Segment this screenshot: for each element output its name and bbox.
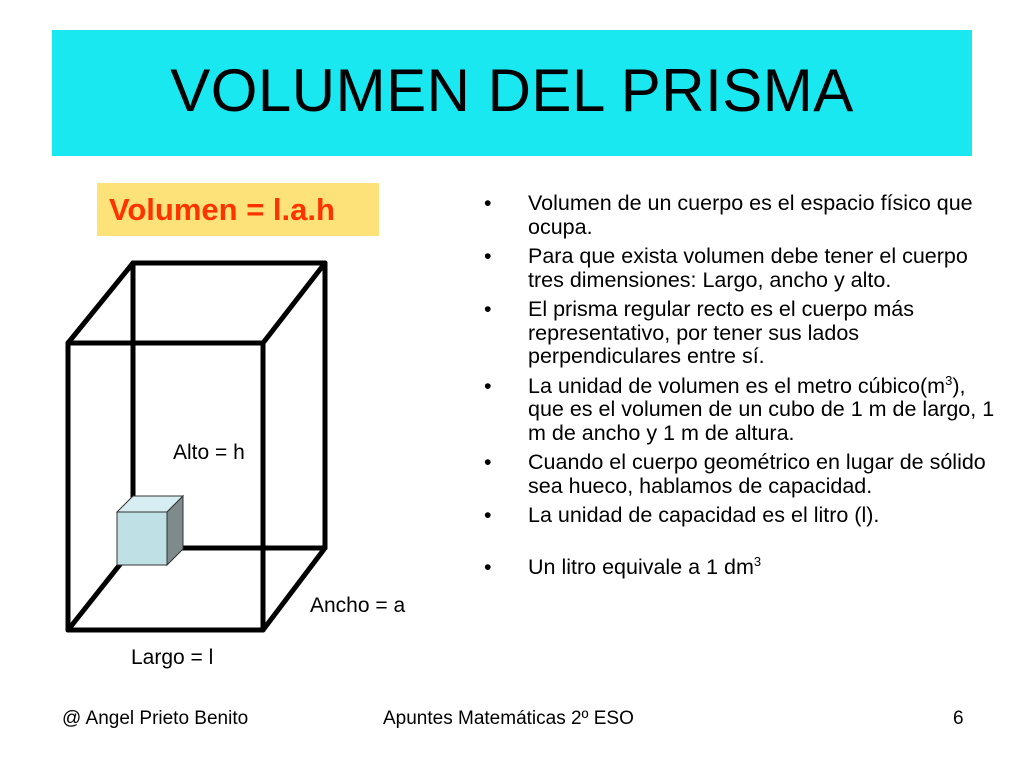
bullet-item <box>482 192 1002 239</box>
superscript: 3 <box>753 553 762 569</box>
bullet-text: Un litro equivale a 1 dm <box>528 554 754 579</box>
bullet-dot: • <box>484 450 492 474</box>
bullet-item <box>482 451 1002 498</box>
footer-course: Apuntes Matemáticas 2º ESO <box>383 708 634 729</box>
unit-cube-front <box>117 512 167 565</box>
bullet-text-end: ), que es el volumen de un cubo de 1 m de largo, 1 m de ancho y 1 m de altura. <box>528 373 995 445</box>
bullet-item <box>482 298 1002 369</box>
bullet-dot: • <box>484 244 492 268</box>
bullet-dot: • <box>484 373 492 398</box>
footer-author: @ Angel Prieto Benito <box>62 708 249 729</box>
prism-diagram <box>0 240 470 640</box>
formula-box <box>97 183 379 236</box>
bullet-dot: • <box>484 191 492 215</box>
unit-cube <box>117 496 183 565</box>
title-banner <box>52 30 972 156</box>
bullet-list <box>482 192 1002 585</box>
bullet-item <box>482 504 1002 528</box>
bullet-dot: • <box>484 554 492 579</box>
bullet-item <box>482 372 1002 446</box>
bullet-dot: • <box>484 503 492 527</box>
bullet-item <box>482 553 1002 580</box>
bullet-text: El prisma regular recto es el cuerpo más representativo, por tener sus lados perpendiculares entre sí. <box>528 297 914 368</box>
largo-label: Largo = l <box>131 646 214 669</box>
volume-formula: Volumen = l.a.h <box>109 192 335 227</box>
footer-page-number: 6 <box>953 708 964 729</box>
superscript: 3 <box>945 372 953 388</box>
bullet-text-start: La unidad de volumen es el metro cúbico(m <box>528 373 946 398</box>
bullet-text: La unidad de capacidad es el litro (l). <box>528 503 880 527</box>
ancho-label: Ancho = a <box>310 594 406 617</box>
alto-label: Alto = h <box>173 441 245 464</box>
top-left-depth-edge <box>68 263 133 343</box>
top-right-depth-edge <box>263 263 325 343</box>
bullet-text: Cuando el cuerpo geométrico en lugar de sólido sea hueco, hablamos de capacidad. <box>528 450 986 498</box>
bullet-dot: • <box>484 297 492 321</box>
bullet-text: Para que exista volumen debe tener el cuerpo tres dimensiones: Largo, ancho y alto. <box>528 244 968 292</box>
slide-title: VOLUMEN DEL PRISMA <box>170 57 854 124</box>
bullet-text: Volumen de un cuerpo es el espacio físico que ocupa. <box>528 191 973 239</box>
bullet-item <box>482 245 1002 292</box>
